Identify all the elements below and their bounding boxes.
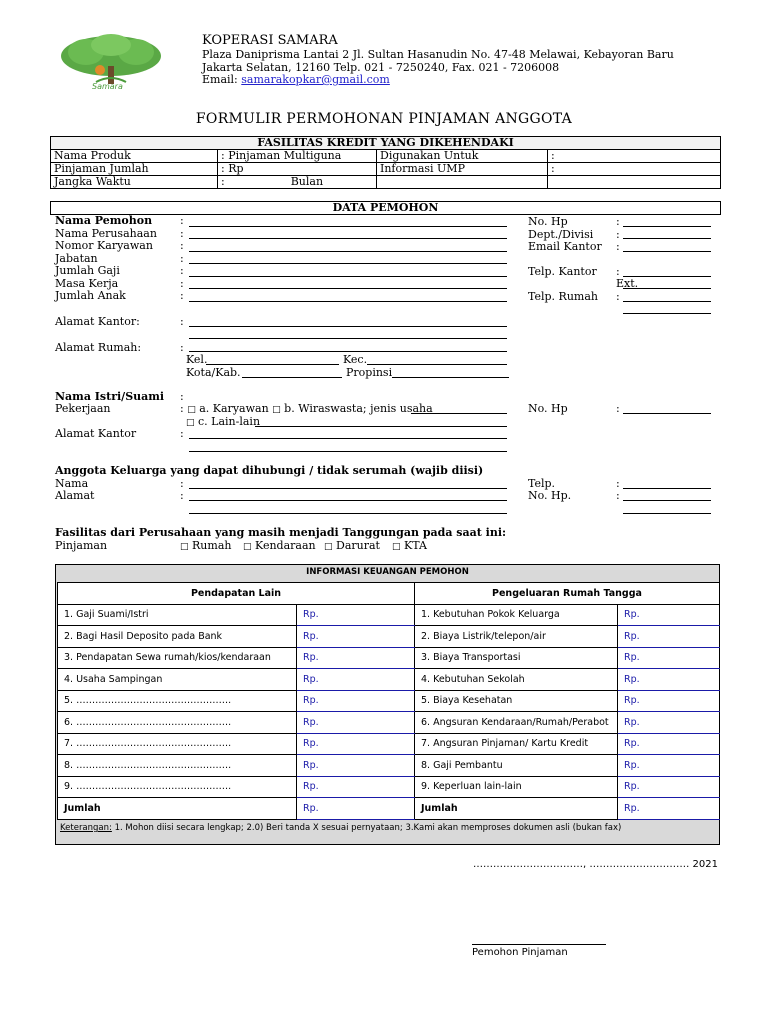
alamat-rumah-label: Alamat Rumah: <box>55 341 142 354</box>
table-row <box>58 712 720 734</box>
rp-field[interactable]: Rp. <box>297 604 415 626</box>
option-wiraswasta: b. Wiraswasta; jenis usaha <box>284 402 433 415</box>
table-row <box>58 604 720 626</box>
pekerjaan-label: Pekerjaan <box>55 402 111 415</box>
income-item: 9. …………………………………………. <box>58 776 297 798</box>
colon: : <box>180 289 184 302</box>
kec-label: Kec. <box>343 353 368 366</box>
pemohon-left-labels <box>55 215 157 303</box>
input-line[interactable] <box>623 301 711 302</box>
expense-item: 7. Angsuran Pinjaman/ Kartu Kredit <box>415 733 618 755</box>
address-line-1: Plaza Daniprisma Lantai 2 Jl. Sultan Hasanudin No. 47-48 Melawai, Kebayoran Baru <box>202 48 674 61</box>
fasilitas-value[interactable]: : <box>548 163 721 176</box>
rp-field[interactable]: Rp. <box>297 733 415 755</box>
field-label: Telp. Rumah <box>528 290 598 303</box>
rp-field[interactable]: Rp. <box>297 647 415 669</box>
rp-field[interactable]: Rp. <box>297 755 415 777</box>
field-label: Dept./Divisi <box>528 228 594 241</box>
signature-label: Pemohon Pinjaman <box>472 947 568 958</box>
colon: : <box>180 276 184 290</box>
input-line[interactable] <box>367 364 507 365</box>
colon: : <box>180 264 184 277</box>
input-line[interactable] <box>392 377 509 378</box>
signature-line[interactable] <box>472 944 606 945</box>
expense-item: 2. Biaya Listrik/telepon/air <box>415 626 618 648</box>
income-item: 6. …………………………………………. <box>58 712 297 734</box>
propinsi-label: Propinsi <box>346 366 393 379</box>
fasilitas-value[interactable]: : Pinjaman Multiguna <box>218 150 377 163</box>
rp-field[interactable]: Rp. <box>297 776 415 798</box>
input-line[interactable] <box>189 488 507 489</box>
field-label: Nama Pemohon <box>55 214 153 227</box>
col-header-right: Pengeluaran Rumah Tangga <box>415 583 720 605</box>
input-line[interactable] <box>242 377 342 378</box>
rp-field[interactable]: Rp. <box>297 669 415 691</box>
option-label: KTA <box>404 539 427 552</box>
keluarga-title: Anggota Keluarga yang dapat dihubungi / tidak serumah (wajib diisi) <box>55 464 484 477</box>
expense-item: 8. Gaji Pembantu <box>415 755 618 777</box>
form-title: FORMULIR PERMOHONAN PINJAMAN ANGGOTA <box>195 111 573 127</box>
input-line[interactable] <box>623 488 711 489</box>
keterangan <box>60 823 621 833</box>
input-line[interactable] <box>189 288 507 289</box>
rp-field[interactable]: Rp. <box>297 712 415 734</box>
expense-item: 9. Keperluan lain-lain <box>415 776 618 798</box>
income-item: 7. …………………………………………. <box>58 733 297 755</box>
email-label: Email: <box>202 73 238 86</box>
rp-field[interactable]: Rp. <box>618 669 720 691</box>
option-label: Darurat <box>336 539 380 552</box>
option-darurat[interactable] <box>324 539 380 552</box>
keluarga-alamat-label: Alamat <box>55 489 95 502</box>
rp-field[interactable]: Rp. <box>618 712 720 734</box>
checkbox-icon[interactable]: □ <box>180 542 189 552</box>
kota-label: Kota/Kab. <box>186 366 241 379</box>
option-karyawan: a. Karyawan <box>199 402 269 415</box>
fasilitas-value <box>548 176 721 189</box>
input-line[interactable] <box>411 413 507 414</box>
table-row <box>58 647 720 669</box>
input-line[interactable] <box>189 326 507 327</box>
fasilitas-label: Informasi UMP <box>377 163 548 176</box>
field-label: Nomor Karyawan <box>55 239 153 252</box>
table-row <box>58 733 720 755</box>
input-line[interactable] <box>623 313 711 314</box>
total-label: Jumlah <box>58 798 297 820</box>
input-line[interactable] <box>189 351 507 352</box>
income-item: 8. …………………………………………. <box>58 755 297 777</box>
fasilitas-value[interactable]: : <box>548 150 721 163</box>
email-link[interactable]: samarakopkar@gmail.com <box>241 73 390 86</box>
checkbox-icon[interactable]: □ <box>392 542 401 552</box>
input-line[interactable] <box>255 426 507 427</box>
option-rumah[interactable] <box>180 539 231 552</box>
checkbox-icon[interactable]: □ <box>243 542 252 552</box>
org-name: KOPERASI SAMARA <box>202 33 338 48</box>
colon: : <box>180 315 184 328</box>
total-label: Jumlah <box>415 798 618 820</box>
income-item: 5. …………………………………………. <box>58 690 297 712</box>
table-row <box>58 776 720 798</box>
expense-item: 1. Kebutuhan Pokok Keluarga <box>415 604 618 626</box>
field-label: Ext. <box>616 277 639 290</box>
input-line[interactable] <box>189 438 507 439</box>
checkbox-icon[interactable]: □ <box>324 542 333 552</box>
input-line[interactable] <box>189 238 507 239</box>
input-line[interactable] <box>189 251 507 252</box>
address-line-2: Jakarta Selatan, 12160 Telp. 021 - 7250240, Fax. 021 - 7206008 <box>202 61 560 74</box>
input-line[interactable] <box>189 276 507 277</box>
colon: : <box>616 215 620 228</box>
field-label: Email Kantor <box>528 240 602 253</box>
input-line[interactable] <box>189 226 507 227</box>
keluarga-nohp-label: No. Hp. <box>528 489 572 502</box>
total-rp[interactable]: Rp. <box>297 798 415 820</box>
input-line[interactable] <box>189 451 507 452</box>
input-line[interactable] <box>623 226 711 227</box>
option-label: Kendaraan <box>255 539 316 552</box>
colon: : <box>616 228 620 241</box>
logo-text: Samara <box>92 82 123 91</box>
rp-field[interactable]: Rp. <box>297 626 415 648</box>
total-rp[interactable]: Rp. <box>618 798 720 820</box>
colon: : <box>180 489 184 502</box>
option-kta[interactable] <box>392 539 427 552</box>
colon: : <box>180 341 184 354</box>
pemohon-title: DATA PEMOHON <box>50 201 721 215</box>
keuangan-table <box>57 582 720 820</box>
table-row <box>58 755 720 777</box>
colon: : <box>616 265 620 278</box>
income-item: 2. Bagi Hasil Deposito pada Bank <box>58 626 297 648</box>
rp-field[interactable]: Rp. <box>618 647 720 669</box>
input-line[interactable] <box>206 364 339 365</box>
income-item: 4. Usaha Sampingan <box>58 669 297 691</box>
table-row <box>58 669 720 691</box>
colon: : <box>180 477 184 490</box>
nohp-label: No. Hp <box>528 402 568 415</box>
rp-field[interactable]: Rp. <box>297 690 415 712</box>
input-line[interactable] <box>189 338 507 339</box>
tree-logo-icon <box>56 30 166 102</box>
kel-label: Kel. <box>186 353 208 366</box>
alamat-kantor-label: Alamat Kantor: <box>55 315 140 328</box>
colon: : <box>616 240 620 253</box>
input-line[interactable] <box>623 413 711 414</box>
input-line[interactable] <box>623 276 711 277</box>
fasilitas-label <box>377 176 548 189</box>
income-item: 1. Gaji Suami/Istri <box>58 604 297 626</box>
option-lain <box>186 415 260 428</box>
input-line[interactable] <box>623 288 711 289</box>
field-label: Jumlah Anak <box>55 289 126 302</box>
input-line[interactable] <box>623 238 711 239</box>
table-row <box>58 690 720 712</box>
input-line[interactable] <box>623 251 711 252</box>
field-label: Nama Perusahaan <box>55 226 157 240</box>
option-label: Rumah <box>192 539 232 552</box>
fasilitas-value[interactable]: : Rp <box>218 163 377 176</box>
field-label: No. Hp <box>528 215 568 228</box>
income-item: 3. Pendapatan Sewa rumah/kios/kendaraan <box>58 647 297 669</box>
rp-field[interactable]: Rp. <box>618 626 720 648</box>
colon: : <box>180 427 184 440</box>
field-label: Telp. Kantor <box>528 265 597 278</box>
alamat-kantor-pasangan-label: Alamat Kantor <box>55 427 137 440</box>
colon: : <box>180 251 184 265</box>
checkbox-icon[interactable]: □ <box>187 405 196 415</box>
colon: : <box>180 402 184 415</box>
colon: : <box>616 402 620 415</box>
fasilitas-value-jangka[interactable] <box>218 176 377 189</box>
table-row <box>58 626 720 648</box>
input-line[interactable] <box>189 513 507 514</box>
checkbox-icon[interactable]: □ <box>186 418 195 428</box>
keterangan-text: 1. Mohon diisi secara lengkap; 2.0) Beri tanda X sesuai pernyataan; 3.Kami akan memproses dokumen asli (bukan fax) <box>114 823 622 833</box>
expense-item: 6. Angsuran Kendaraan/Rumah/Perabot <box>415 712 618 734</box>
input-line[interactable] <box>623 500 711 501</box>
colon: : <box>616 477 620 490</box>
keterangan-label: Keterangan: <box>60 823 112 833</box>
expense-item: 5. Biaya Kesehatan <box>415 690 618 712</box>
col-header-left: Pendapatan Lain <box>58 583 415 605</box>
rp-field[interactable]: Rp. <box>618 690 720 712</box>
logo <box>56 30 166 102</box>
rp-field[interactable]: Rp. <box>618 604 720 626</box>
colon: : <box>180 226 184 240</box>
colon: : <box>616 290 620 303</box>
pasangan-title: Nama Istri/Suami <box>55 390 165 403</box>
fasilitas-label: Pinjaman Jumlah <box>51 163 218 176</box>
colon: : <box>180 390 184 403</box>
input-line[interactable] <box>189 301 507 302</box>
expense-item: 3. Biaya Transportasi <box>415 647 618 669</box>
keluarga-nama-label: Nama <box>55 477 89 490</box>
pinjaman-label: Pinjaman <box>55 539 108 552</box>
date-line[interactable]: ……………………………, ………………………… 2021 <box>473 859 718 870</box>
fasilitas-label: Nama Produk <box>51 150 218 163</box>
option-lain-label: c. Lain-lain <box>198 415 261 428</box>
pemohon-colons <box>180 215 184 303</box>
checkbox-icon[interactable]: □ <box>272 405 281 415</box>
option-kendaraan[interactable] <box>243 539 316 552</box>
pekerjaan-options <box>180 402 433 415</box>
keuangan-title: INFORMASI KEUANGAN PEMOHON <box>306 567 469 577</box>
input-line[interactable] <box>623 513 711 514</box>
colon: : <box>221 175 225 188</box>
fasilitas-title: FASILITAS KREDIT YANG DIKEHENDAKI <box>51 137 721 150</box>
unit-bulan: Bulan <box>290 175 324 188</box>
field-label: Masa Kerja <box>55 276 119 290</box>
colon: : <box>180 239 184 252</box>
field-label: Jabatan <box>55 251 98 265</box>
rp-field[interactable]: Rp. <box>618 733 720 755</box>
colon: : <box>180 214 184 227</box>
fasilitas-label: Digunakan Untuk <box>377 150 548 163</box>
fasilitas-label: Jangka Waktu <box>51 176 218 189</box>
keluarga-telp-label: Telp. <box>528 477 556 490</box>
input-line[interactable] <box>189 263 507 264</box>
rp-field[interactable]: Rp. <box>618 776 720 798</box>
fasilitas-table <box>50 136 721 189</box>
fasilitas-perusahaan-title: Fasilitas dari Perusahaan yang masih menjadi Tanggungan pada saat ini: <box>55 526 507 539</box>
field-label: Jumlah Gaji <box>55 264 120 277</box>
colon: : <box>616 489 620 502</box>
expense-item: 4. Kebutuhan Sekolah <box>415 669 618 691</box>
input-line[interactable] <box>189 500 507 501</box>
rp-field[interactable]: Rp. <box>618 755 720 777</box>
